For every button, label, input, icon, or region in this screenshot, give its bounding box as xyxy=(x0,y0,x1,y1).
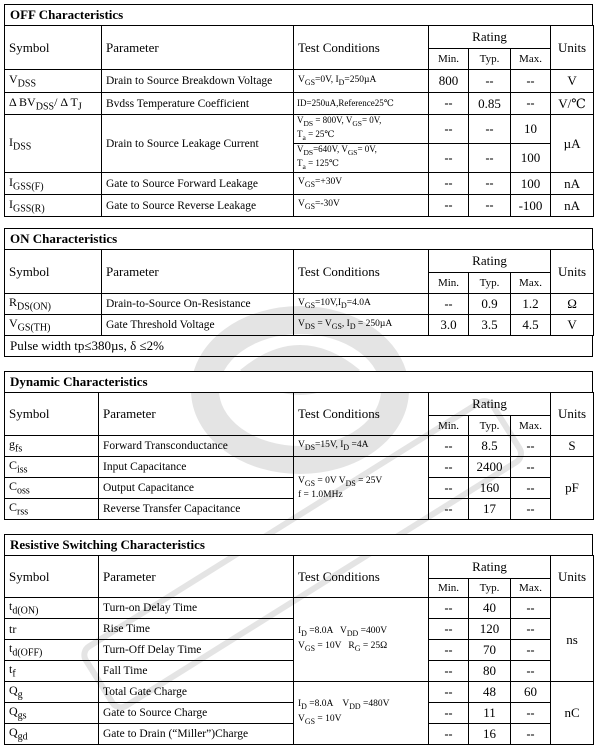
test-condition: $I_D =8.0A$ $V_{DD} =400V$ $V_{GS} = 10V$ $R_G = 25\Omega$ xyxy=(294,598,429,682)
unit: ns xyxy=(551,598,594,682)
header-min: Min. xyxy=(429,579,469,598)
unit: nC xyxy=(551,682,594,745)
section-title: Resistive Switching Characteristics xyxy=(4,534,593,556)
min-value: -- xyxy=(429,144,469,173)
typ-value: 48 xyxy=(469,682,511,703)
min-value: 3.0 xyxy=(429,315,469,336)
max-value: 100 xyxy=(511,144,551,173)
header-units: Units xyxy=(551,393,594,436)
typ-value: -- xyxy=(469,70,511,93)
section-title: Dynamic Characteristics xyxy=(4,371,593,393)
parameter: Total Gate Charge xyxy=(99,682,294,703)
header-symbol: Symbol xyxy=(5,250,102,294)
unit: nA xyxy=(551,195,594,217)
unit: V/℃ xyxy=(551,93,594,115)
header-symbol: Symbol xyxy=(5,556,99,598)
symbol: C xyxy=(9,479,18,494)
header-typ: Typ. xyxy=(469,273,511,294)
parameter: Bvdss Temperature Coefficient xyxy=(102,93,294,115)
unit: µA xyxy=(551,115,594,173)
symbol: R xyxy=(9,295,18,310)
symbol: Q xyxy=(9,725,18,740)
header-test-conditions: Test Conditions xyxy=(294,250,429,294)
table-row: $t_{d(OFF)}$ Turn-Off Delay Time -- 70 -- xyxy=(5,640,594,661)
unit: pF xyxy=(551,457,594,520)
symbol: I xyxy=(9,134,13,149)
header-parameter: Parameter xyxy=(102,26,294,70)
table-row: $g_{fs}$ Forward Transconductance $V_{DS}=15V$, $I_D =4A$ -- 8.5 -- S xyxy=(5,436,594,457)
typ-value: 120 xyxy=(469,619,511,640)
parameter: Gate to Source Forward Leakage xyxy=(102,173,294,195)
off-table xyxy=(4,25,594,217)
table-row: $C_{oss}$ Output Capacitance -- 160 -- xyxy=(5,478,594,499)
table-row: $t_f$ Fall Time -- 80 -- xyxy=(5,661,594,682)
header-rating: Rating xyxy=(429,393,551,416)
symbol: I xyxy=(9,174,13,189)
header-min: Min. xyxy=(429,416,469,436)
header-rating: Rating xyxy=(429,250,551,273)
symbol: t xyxy=(9,662,13,677)
parameter: Drain to Source Breakdown Voltage xyxy=(102,70,294,93)
header-parameter: Parameter xyxy=(102,250,294,294)
typ-value: 17 xyxy=(469,499,511,520)
typ-value: 16 xyxy=(469,724,511,745)
max-value: -- xyxy=(511,478,551,499)
min-value: -- xyxy=(429,457,469,478)
symbol: g xyxy=(9,437,15,452)
min-value: -- xyxy=(429,598,469,619)
header-symbol: Symbol xyxy=(5,26,102,70)
header-max: Max. xyxy=(511,273,551,294)
table-row: $C_{iss}$ Input Capacitance $V_{GS} = 0V$ $V_{DS} = 25V$ f = 1.0MHz -- 2400 -- pF xyxy=(5,457,594,478)
max-value: 60 xyxy=(511,682,551,703)
typ-value: 80 xyxy=(469,661,511,682)
typ-value: 0.9 xyxy=(469,294,511,315)
max-value: -- xyxy=(511,598,551,619)
test-condition: ID=250uA,Reference25℃ xyxy=(294,93,429,115)
parameter: Gate to Source Charge xyxy=(99,703,294,724)
symbol: V xyxy=(9,316,18,331)
typ-value: -- xyxy=(469,173,511,195)
min-value: -- xyxy=(429,703,469,724)
table-row: $C_{rss}$ Reverse Transfer Capacitance -- 17 -- xyxy=(5,499,594,520)
parameter: Output Capacitance xyxy=(99,478,294,499)
min-value: -- xyxy=(429,173,469,195)
header-units: Units xyxy=(551,250,594,294)
parameter: Gate to Source Reverse Leakage xyxy=(102,195,294,217)
min-value: -- xyxy=(429,661,469,682)
header-max: Max. xyxy=(511,579,551,598)
min-value: -- xyxy=(429,640,469,661)
typ-value: -- xyxy=(469,115,511,144)
table-row: $I_{GSS(R)}$ Gate to Source Reverse Leakage $V_{GS}=-30V$ -- -- -100 nA xyxy=(5,195,594,217)
header-min: Min. xyxy=(429,49,469,70)
parameter: Reverse Transfer Capacitance xyxy=(99,499,294,520)
header-test-conditions: Test Conditions xyxy=(294,393,429,436)
test-condition: $I_D =8.0A$ $V_{DD} =480V$ $V_{GS} = 10V$ xyxy=(294,682,429,745)
table-row: $R_{DS(ON)}$ Drain-to-Source On-Resistance $V_{GS}=10V,I_D=4.0A$ -- 0.9 1.2 Ω xyxy=(5,294,594,315)
min-value: -- xyxy=(429,294,469,315)
typ-value: 2400 xyxy=(469,457,511,478)
header-typ: Typ. xyxy=(469,49,511,70)
min-value: -- xyxy=(429,682,469,703)
table-row: $Q_g$ Total Gate Charge $I_D =8.0A$ $V_{DD} =480V$ $V_{GS} = 10V$ -- 48 60 nC xyxy=(5,682,594,703)
header-units: Units xyxy=(551,26,594,70)
typ-value: 40 xyxy=(469,598,511,619)
typ-value: -- xyxy=(469,144,511,173)
parameter: Input Capacitance xyxy=(99,457,294,478)
header-parameter: Parameter xyxy=(99,556,294,598)
parameter: Gate Threshold Voltage xyxy=(102,315,294,336)
min-value: -- xyxy=(429,115,469,144)
symbol: Δ $BV_{DSS}/$ Δ $T_J$ xyxy=(5,93,102,115)
header-typ: Typ. xyxy=(469,416,511,436)
symbol: t xyxy=(9,599,13,614)
parameter: Forward Transconductance xyxy=(99,436,294,457)
test-condition: $V_{DS} = 800V$, $V_{GS}= 0V$, $T_a$ = 25℃ xyxy=(294,115,429,144)
max-value: 4.5 xyxy=(511,315,551,336)
min-value: -- xyxy=(429,93,469,115)
min-value: -- xyxy=(429,724,469,745)
header-symbol: Symbol xyxy=(5,393,99,436)
max-value: -100 xyxy=(511,195,551,217)
test-condition: $V_{DS}=640V$, $V_{GS}= 0V$, $T_a$ = 125℃ xyxy=(294,144,429,173)
test-condition: $V_{GS}=10V,I_D=4.0A$ xyxy=(294,294,429,315)
max-value: -- xyxy=(511,703,551,724)
table-row: $I_{GSS(F)}$ Gate to Source Forward Leakage $V_{GS}=+30V$ -- -- 100 nA xyxy=(5,173,594,195)
dynamic-table xyxy=(4,392,594,520)
max-value: -- xyxy=(511,93,551,115)
symbol: I xyxy=(9,196,13,211)
typ-value: -- xyxy=(469,195,511,217)
min-value: -- xyxy=(429,478,469,499)
header-min: Min. xyxy=(429,273,469,294)
table-row: $t_{d(ON)}$ Turn-on Delay Time $I_D =8.0A$ $V_{DD} =400V$ $V_{GS} = 10V$ $R_G = 25\Omega$ -- 40 -- ns xyxy=(5,598,594,619)
on-table xyxy=(4,249,594,336)
test-condition: $V_{GS}=0V$, $I_D=250\mu A$ xyxy=(294,70,429,93)
unit: Ω xyxy=(551,294,594,315)
header-parameter: Parameter xyxy=(99,393,294,436)
max-value: -- xyxy=(511,457,551,478)
section-title: OFF Characteristics xyxy=(4,4,593,26)
switching-table xyxy=(4,555,594,745)
header-typ: Typ. xyxy=(469,579,511,598)
max-value: -- xyxy=(511,619,551,640)
typ-value: 3.5 xyxy=(469,315,511,336)
unit: S xyxy=(551,436,594,457)
test-condition: $V_{DS}=15V$, $I_D =4A$ xyxy=(294,436,429,457)
test-condition: $V_{DS} = V_{GS}$, $I_D = 250\mu A$ xyxy=(294,315,429,336)
header-test-conditions: Test Conditions xyxy=(294,26,429,70)
parameter: Drain-to-Source On-Resistance xyxy=(102,294,294,315)
typ-value: 11 xyxy=(469,703,511,724)
parameter: Gate to Drain (“Miller”)Charge xyxy=(99,724,294,745)
max-value: -- xyxy=(511,499,551,520)
max-value: -- xyxy=(511,436,551,457)
section-title: ON Characteristics xyxy=(4,228,593,250)
unit: V xyxy=(551,315,594,336)
table-row: $I_{DSS}$ Drain to Source Leakage Current $V_{DS} = 800V$, $V_{GS}= 0V$, $T_a$ = 25℃ -- -- 10 µA xyxy=(5,115,594,144)
min-value: -- xyxy=(429,436,469,457)
symbol: t xyxy=(9,641,13,656)
symbol: C xyxy=(9,500,18,515)
max-value: -- xyxy=(511,70,551,93)
parameter: Turn-on Delay Time xyxy=(99,598,294,619)
table-row: $V_{DSS}$ Drain to Source Breakdown Voltage $V_{GS}=0V$, $I_D=250\mu A$ 800 -- -- V xyxy=(5,70,594,93)
max-value: 10 xyxy=(511,115,551,144)
max-value: -- xyxy=(511,640,551,661)
typ-value: 0.85 xyxy=(469,93,511,115)
header-units: Units xyxy=(551,556,594,598)
unit: V xyxy=(551,70,594,93)
symbol: C xyxy=(9,458,18,473)
table-row xyxy=(5,93,594,115)
table-row: $Q_{gd}$ Gate to Drain (“Miller”)Charge -- 16 -- xyxy=(5,724,594,745)
unit: nA xyxy=(551,173,594,195)
header-rating: Rating xyxy=(429,556,551,579)
parameter: Rise Time xyxy=(99,619,294,640)
parameter: Drain to Source Leakage Current xyxy=(102,115,294,173)
symbol: V xyxy=(9,72,18,87)
max-value: -- xyxy=(511,724,551,745)
symbol: Q xyxy=(9,704,18,719)
test-condition: $V_{GS}=+30V$ xyxy=(294,173,429,195)
header-test-conditions: Test Conditions xyxy=(294,556,429,598)
header-max: Max. xyxy=(511,416,551,436)
min-value: 800 xyxy=(429,70,469,93)
parameter: Turn-Off Delay Time xyxy=(99,640,294,661)
symbol: Q xyxy=(9,683,18,698)
min-value: -- xyxy=(429,619,469,640)
typ-value: 160 xyxy=(469,478,511,499)
max-value: 100 xyxy=(511,173,551,195)
header-max: Max. xyxy=(511,49,551,70)
table-row: $Q_{gs}$ Gate to Source Charge -- 11 -- xyxy=(5,703,594,724)
test-condition: $V_{GS} = 0V$ $V_{DS} = 25V$ f = 1.0MHz xyxy=(294,457,429,520)
parameter: Fall Time xyxy=(99,661,294,682)
symbol: tr xyxy=(5,619,99,640)
min-value: -- xyxy=(429,499,469,520)
test-condition: $V_{GS}=-30V$ xyxy=(294,195,429,217)
header-rating: Rating xyxy=(429,26,551,49)
pulse-width-note: Pulse width tp≤380µs, δ ≤2% xyxy=(4,335,593,357)
table-row: $V_{GS(TH)}$ Gate Threshold Voltage $V_{DS} = V_{GS}$, $I_D = 250\mu A$ 3.0 3.5 4.5 V xyxy=(5,315,594,336)
min-value: -- xyxy=(429,195,469,217)
max-value: -- xyxy=(511,661,551,682)
typ-value: 70 xyxy=(469,640,511,661)
typ-value: 8.5 xyxy=(469,436,511,457)
max-value: 1.2 xyxy=(511,294,551,315)
